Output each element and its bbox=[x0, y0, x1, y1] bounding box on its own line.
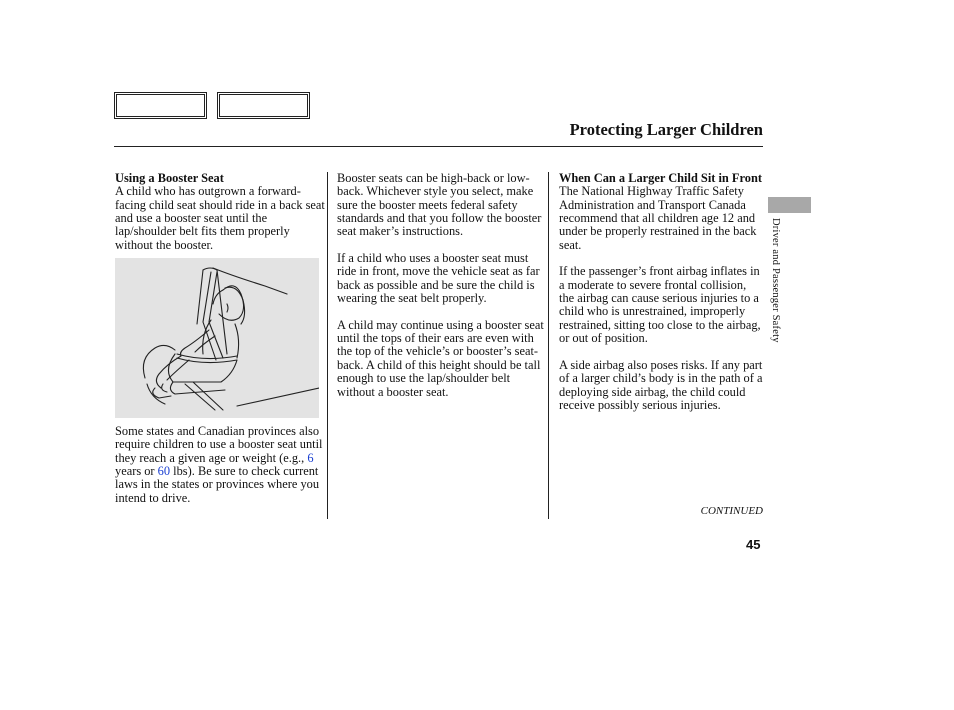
nav-button-right[interactable] bbox=[217, 92, 310, 119]
age-value-link[interactable]: 6 bbox=[307, 450, 314, 465]
booster-seat-heading: Using a Booster Seat bbox=[115, 171, 224, 185]
column-1 bbox=[115, 172, 325, 252]
column-2 bbox=[337, 172, 547, 412]
continued-label: CONTINUED bbox=[700, 505, 763, 517]
column-3 bbox=[559, 172, 764, 426]
column-divider-2 bbox=[548, 172, 549, 519]
column3-paragraph-3: A side airbag also poses risks. If any part of a larger child’s body is in the path of a deploying side airbag, the child could receive possibly serious injuries. bbox=[559, 357, 763, 412]
column1-paragraph-2a: Some states and Canadian provinces also require children to use a booster seat until they reach a given age or weight (e.g., bbox=[115, 424, 323, 465]
page-number: 45 bbox=[746, 537, 761, 552]
column-1-lower bbox=[115, 425, 325, 505]
section-tab[interactable] bbox=[768, 197, 811, 213]
column3-paragraph-2: If the passenger’s front airbag inflates in a moderate to severe frontal collision, the airbag can cause serious injuries to a child who is unrestrained, improperly restrained, sitting too close to the airbag, or out of position. bbox=[559, 264, 761, 346]
column1-paragraph-2c: lbs). Be sure to check current laws in the states or provinces where you intend to drive. bbox=[115, 464, 320, 505]
column3-paragraph-1: The National Highway Traffic Safety Administration and Transport Canada recommend that all children age 12 and under be properly restrained in the back seat. bbox=[559, 184, 757, 252]
column2-paragraph-3: A child may continue using a booster seat until the tops of their ears are even with the top of the vehicle’s or booster’s seat-back. A child of this height should be tall enough to use the lap/shoulder belt without a booster seat. bbox=[337, 317, 544, 399]
title-rule bbox=[114, 146, 763, 147]
child-in-booster-seat-image bbox=[115, 258, 319, 418]
weight-value-link[interactable]: 60 bbox=[157, 464, 171, 479]
larger-child-front-heading: When Can a Larger Child Sit in Front bbox=[559, 171, 762, 185]
column1-paragraph-2b: years or bbox=[115, 464, 158, 479]
nav-button-left[interactable] bbox=[114, 92, 207, 119]
column-divider-1 bbox=[327, 172, 328, 519]
booster-seat-illustration bbox=[115, 258, 319, 418]
section-tab-label: Driver and Passenger Safety bbox=[770, 218, 781, 343]
column2-paragraph-2: If a child who uses a booster seat must ride in front, move the vehicle seat as far back as possible and be sure the child is wearing the seat belt properly. bbox=[337, 251, 540, 306]
column1-paragraph-1: A child who has outgrown a forward-facing child seat should ride in a back seat and use a booster seat until the lap/shoulder belt fits them properly without the booster. bbox=[115, 184, 325, 252]
column2-paragraph-1: Booster seats can be high-back or low-back. Whichever style you select, make sure the booster meets federal safety standards and that you follow the booster seat maker’s instructions. bbox=[337, 171, 542, 239]
page-title: Protecting Larger Children bbox=[569, 120, 763, 139]
